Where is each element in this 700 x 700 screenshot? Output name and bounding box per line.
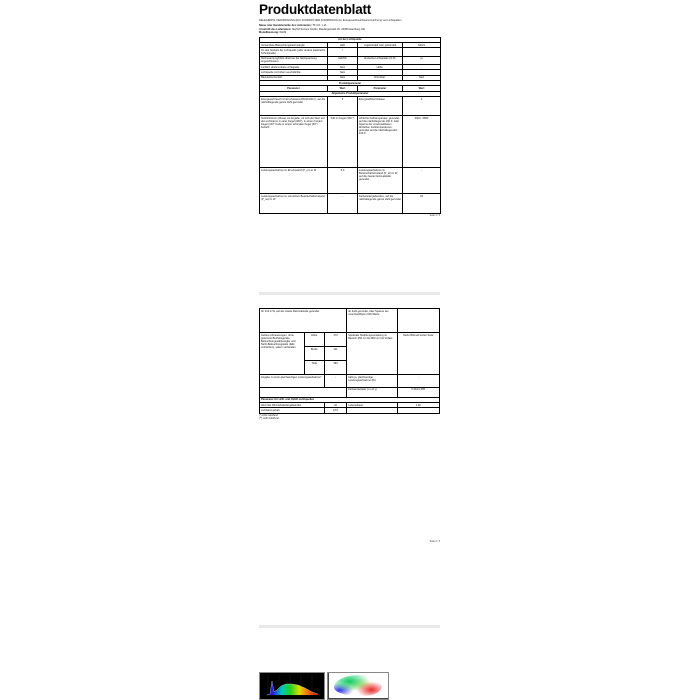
param-label [260,387,347,397]
param-value: Siehe Bild auf letzter Seite [397,333,440,375]
param-label: Lichtstromerhalt [260,408,325,413]
param-label: Ähnliche Farbtemperatur, gerundet auf die nächstliegende 100 K, oder Spanne der voreinstellbaren ähnlichen Farbtemperaturen, gerundet auf die nächstliegenden 100 K [358,116,403,168]
param-value: - [397,375,440,387]
param-value: 5 [328,96,358,115]
footnotes [259,415,440,421]
param-label: Leistungsaufnahme im Ein-Zustand (P_on) in W [260,168,328,194]
page-separator [259,625,440,628]
param-label: Energieverbrauch im Ein-Zustand (kWh/1000 h), auf die nächstliegende ganze Zahl gerundet [260,96,328,115]
param-label: Farbwertanteile (x und y) [347,387,397,397]
col-header: Wert [328,86,358,91]
cell-label: Lichtquelle mit hoher Leuchtdichte: [260,70,328,75]
cell-label: Farblich abstimmbare Lichtquelle: [260,65,328,70]
page-number-1: Seite 1 / 3 [429,214,440,217]
cell-label: Art des Sockels der Lichtquelle (oder andere elektrische Schnittstelle): [260,48,328,56]
lamp-type-table [259,37,441,214]
param-label: Wert des R9-Farbwiedergabeindex [260,403,325,408]
table-row [260,408,440,413]
footnote-2: (**) nicht zutreffend [259,417,279,420]
cell-label: Blendschutzschild: [260,75,328,80]
supplier-block [259,24,440,35]
table-row [260,168,441,194]
param-label: Angabe zu einer gleichwertigen Leistungsaufnahme* [260,375,325,387]
cell-label: ungebündelt oder gebündelt [358,43,403,48]
cell-value: Nein [328,70,358,75]
param-label: Leistungsaufnahme im vernetzten Bereitschaftszustand (P_net) in W [260,194,328,213]
cell-value: Nein [403,75,441,80]
param-label: Äußere Abmessungen, ohne getrennte Betriebsgeräte, Beleuchtungsstärkeregler und Nicht-Beleuchtungsteile (falls vorhanden), sofern vorhanden [260,333,305,375]
charts-page [259,670,440,700]
led-oled-header: Parameter für LED- und OLED-Lichtquellen [260,397,440,402]
table-row [260,116,441,168]
dimension-value: 111 [324,347,346,361]
cell-label: Vernetzte Lichtquelle (CLS): [358,56,403,64]
param-value: 94 [403,194,441,213]
param-value: 1,00 [397,403,440,408]
general-params-header: Allgemeine Produktparameter [260,91,441,96]
lamp-type-header: Art der Lichtquelle: [260,37,441,42]
table-row [260,48,441,56]
table-row [260,387,440,397]
param-value: - [403,168,441,194]
model-label: Modellkennung: [259,31,279,35]
cie-chromaticity-chart [327,672,389,700]
supplier-label: Name oder Handelsmarke des Lieferanten: [259,24,312,28]
table-row [260,333,440,347]
param-label: Farbwiedergabeindex, auf die nächstliegende ganze Zahl gerundet [358,194,403,213]
page-title: Produktdatenblatt [259,2,372,17]
param-value: F [403,96,441,115]
spectral-power-distribution-chart [259,672,325,700]
cell-value: ja [403,56,441,64]
col-header: Parameter [260,86,328,91]
product-params-continued-table [259,308,440,414]
sheet-page-2 [259,308,440,543]
cell-value: - [403,65,441,70]
dimension-label: Breite [304,347,324,361]
param-value: 0,364 0,355 [397,387,440,397]
table-row [260,375,440,387]
param-label: Lebensdauer [347,403,397,408]
page-number-2: Seite 2 / 3 [429,540,440,543]
param-value: 5,0 [328,168,358,194]
table-row [260,309,440,333]
param-value: 540 lm Kugel (360 °) [328,116,358,168]
table-row [260,56,441,64]
param-value: 0,57 [324,408,346,413]
dimension-value: 170 [324,333,346,347]
param-label: Energieeffizienzklasse [358,96,403,115]
param-label: Leistungsaufnahme im Bereitschaftszustand (P_sb) in W, auf die zweite Dezimalstelle gerundet [358,168,403,194]
dimension-label: Höhe [304,333,324,347]
cell-label: Dimmbar: [358,75,403,80]
cell-value: Nein [328,75,358,80]
param-value [397,408,440,413]
param-label: Nutzlichtstrom (Φuse) mit Angabe, ob sich der Wert auf den Lichtstrom in einer Kugel (360°), in einem breiten Kegel (120° Code in einem schmalen Kegel (60°) bezieht [260,116,328,168]
col-header: Parameter [358,86,403,91]
model-value: KH09 [279,31,287,35]
cell-value: NDLS [403,43,441,48]
param-value: - [328,194,358,213]
cell-label: Verwendete Beleuchtungstechnologie: [260,43,328,48]
param-label: an Zahl gerundet, oder Spanne der voreinstellbaren CRI-Werte [347,309,397,333]
cell-value [403,48,441,56]
param-label: Falls ja, gleichwertige Leistungsaufnahme (W) [347,375,397,387]
param-label: für 213 in W, auf die zweite Dezimalstelle gerundet [260,309,347,333]
address-value: Skyfrid Service GmbH, Roedingsmarkt 20, 20459 Hamburg, DE [291,27,365,31]
cell-label [358,48,403,56]
param-label: Spektrale Strahlungsverteilung im Bereich 250 nm bis 800 nm bei Vollast [347,333,397,375]
cell-value: MAINS [328,56,358,64]
cell-value: / [328,48,358,56]
param-value: 3000...5860 [403,116,441,168]
spd-plot [260,673,324,699]
cell-value: Nein [328,65,358,70]
param-label [347,408,397,413]
param-value: 32 [324,403,346,408]
supplier-value: TK CO., Ltd. [312,24,327,28]
table-row [260,96,441,115]
address-label: Anschrift des Lieferanten: [259,27,292,31]
param-value: - [324,375,346,387]
param-value [397,309,440,333]
cell-label: Hülle: [358,65,403,70]
footnote-1: (*) nicht zutreffend [259,414,278,417]
page-separator [259,292,440,295]
sheet-page-1 [259,0,440,217]
cell-value: LED [328,43,358,48]
col-header: Wert [403,86,441,91]
dimension-label: Tiefe [304,361,324,375]
cie-axes [328,673,388,699]
product-params-header: Produktparameter [260,81,441,86]
dimension-value: 390 [324,361,346,375]
cell-label: Netzspannung/Nicht direkt an die Netzspannung angeschlossen: [260,56,328,64]
table-row [260,194,441,213]
regulation-subtitle: DELEGIERTE VERORDNUNG (EU) 2019/2015 DER KOMMISSION zur Energieverbrauchskennzeichnung von Lichtquellen [259,19,402,22]
